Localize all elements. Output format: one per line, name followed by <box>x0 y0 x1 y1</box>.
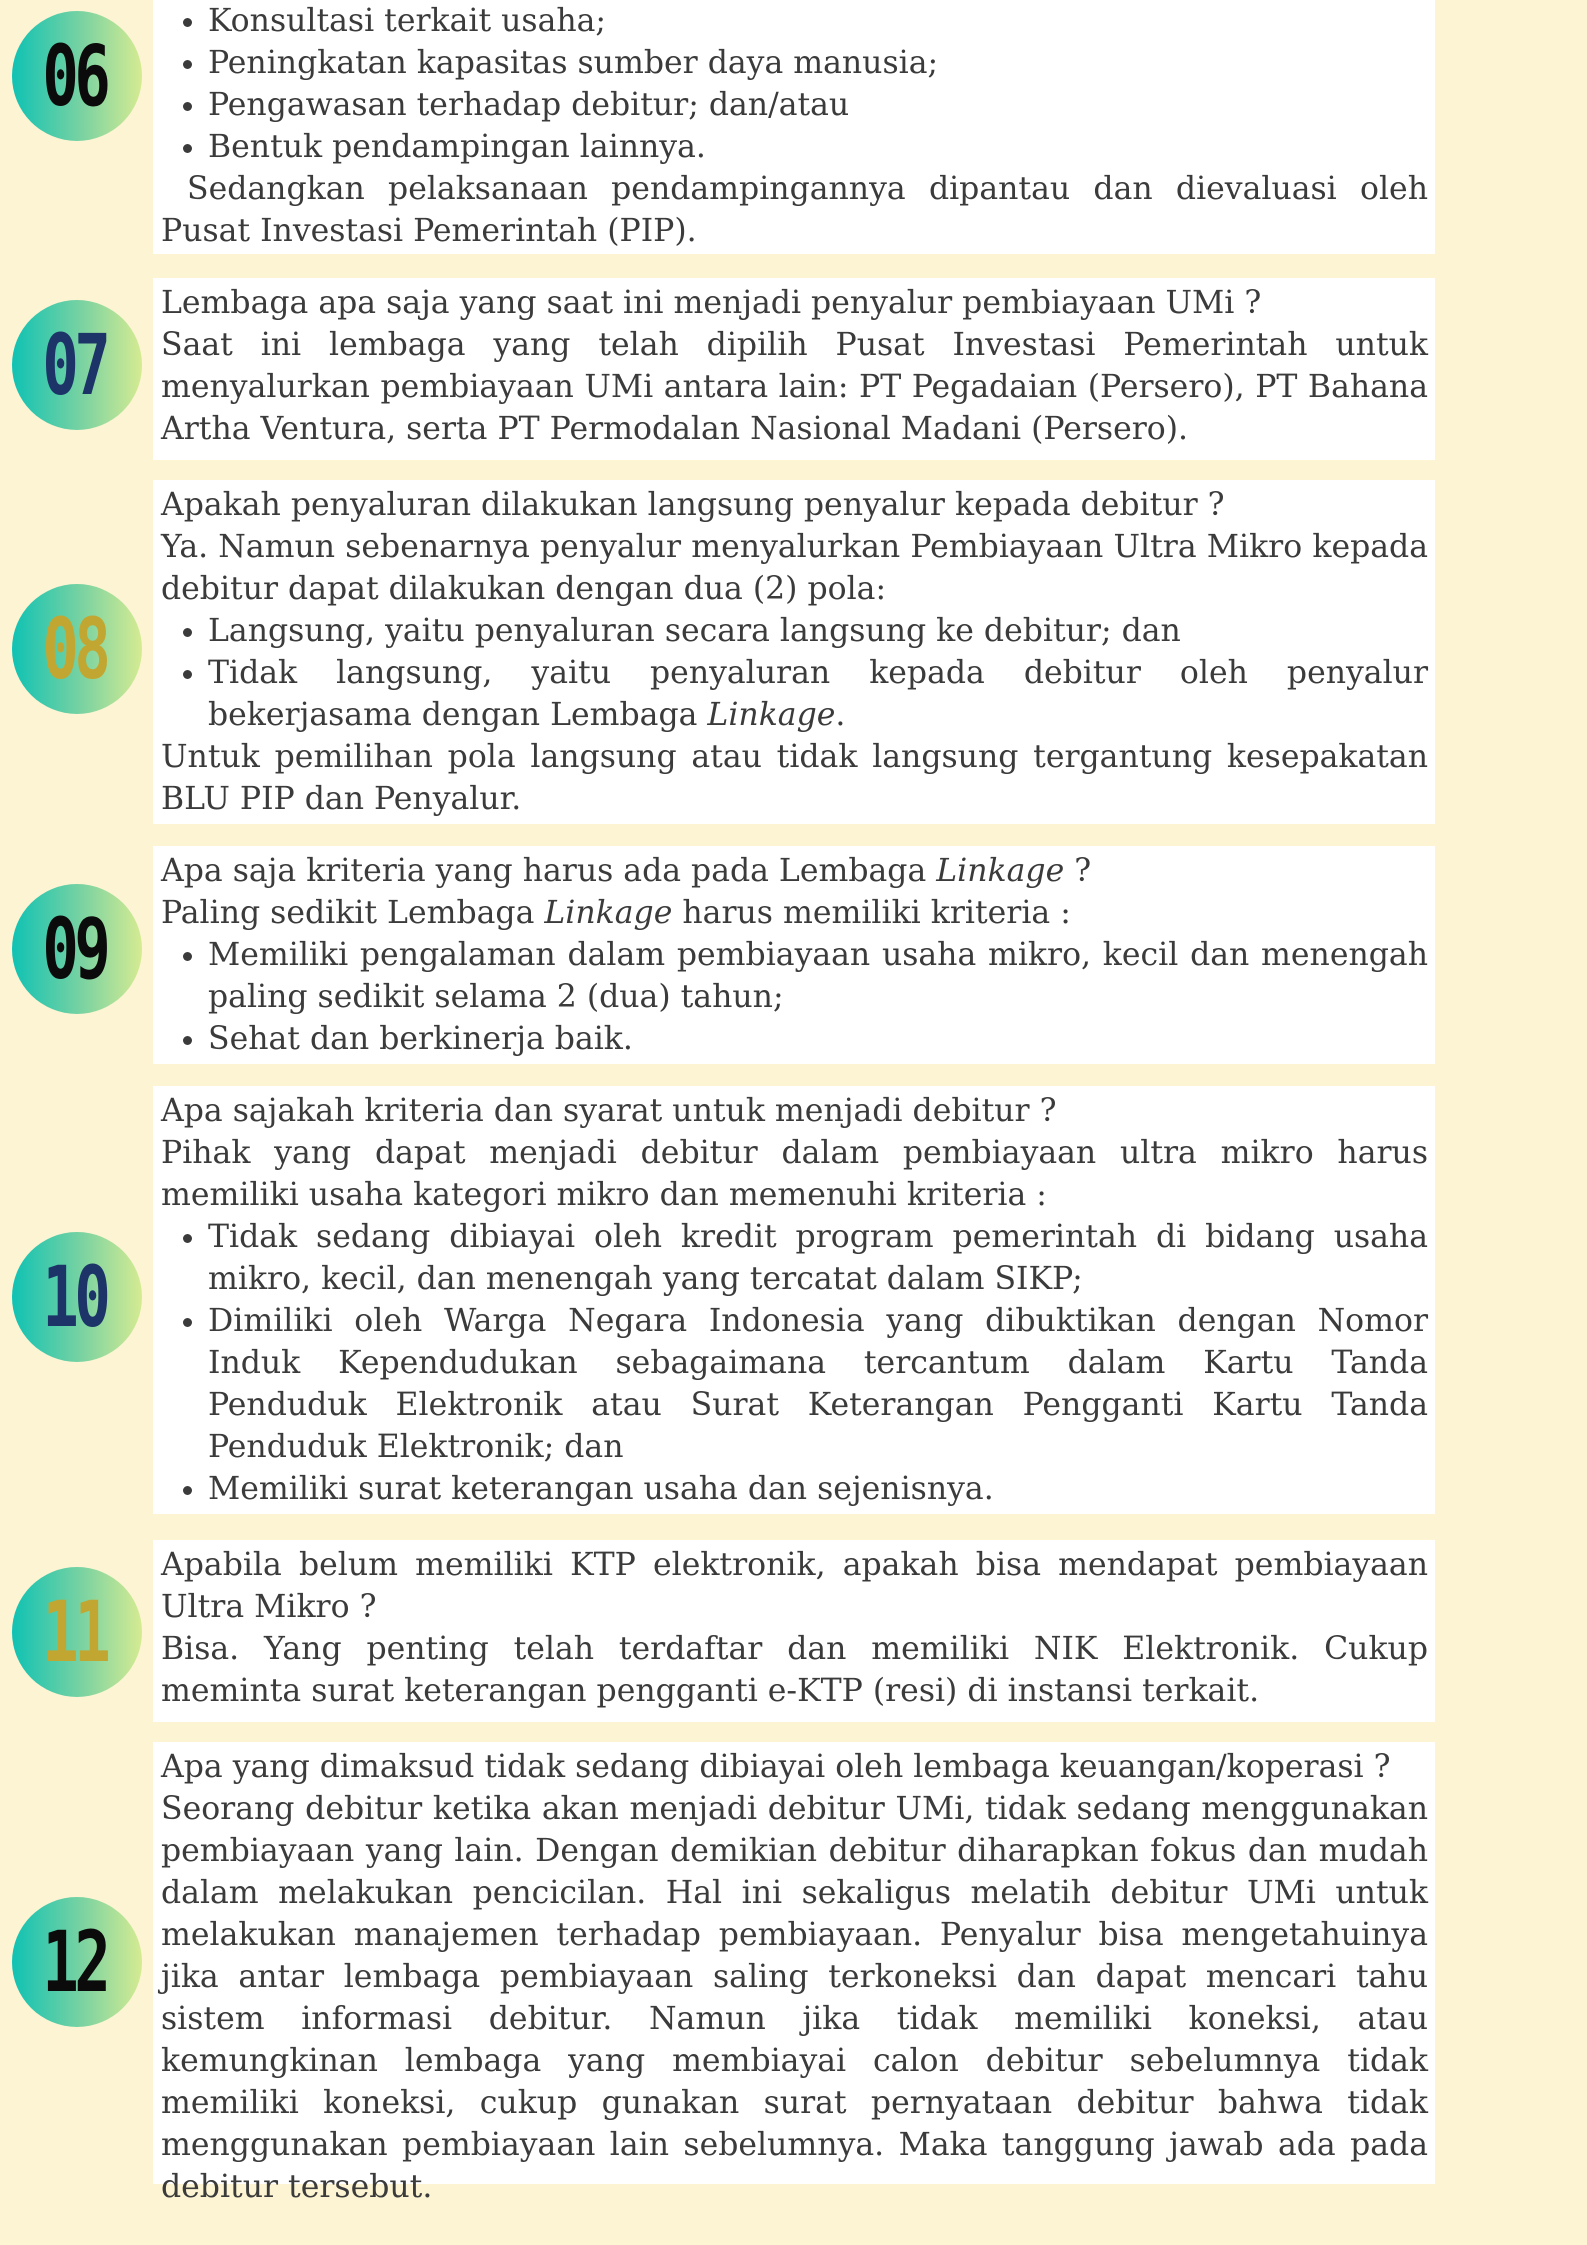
bullet-list <box>161 610 1428 736</box>
list-item: • Memiliki pengalaman dalam pembiayaan usaha mikro, kecil dan menengah paling sedikit selama 2 (dua) tahun; <box>208 934 1428 1018</box>
number-06: 06 <box>42 27 107 125</box>
list-item: • Tidak langsung, yaitu penyaluran kepada debitur oleh penyalur bekerjasama dengan Lembaga Linkage. <box>208 652 1428 736</box>
list-item: • Langsung, yaitu penyaluran secara langsung ke debitur; dan <box>208 610 1428 652</box>
number-badge-08 <box>12 584 142 714</box>
faq-card-11 <box>153 1540 1435 1722</box>
question: Apabila belum memiliki KTP elektronik, apakah bisa mendapat pembiayaan Ultra Mikro ? <box>161 1547 1428 1625</box>
list-item: • Sehat dan berkinerja baik. <box>208 1018 1428 1060</box>
number-09: 09 <box>42 900 107 998</box>
answer: Saat ini lembaga yang telah dipilih Pusat Investasi Pemerintah untuk menyalurkan pembiayaan UMi antara lain: PT Pegadaian (Persero), PT Bahana Artha Ventura, serta PT Permodalan Nasional Madani (Persero). <box>161 327 1428 447</box>
list-item: • Dimiliki oleh Warga Negara Indonesia yang dibuktikan dengan Nomor Induk Kependudukan sebagaimana tercantum dalam Kartu Tanda Penduduk Elektronik atau Surat Keterangan Pengganti Kartu Tanda Penduduk Elektronik; dan <box>208 1300 1428 1468</box>
faq-card-06 <box>153 0 1435 254</box>
number-07: 07 <box>42 316 107 414</box>
question: Apa sajakah kriteria dan syarat untuk menjadi debitur ? <box>161 1093 1057 1129</box>
faq-card-08 <box>153 480 1435 824</box>
list-item: • Peningkatan kapasitas sumber daya manusia; <box>208 42 1428 84</box>
faq-card-09 <box>153 846 1435 1064</box>
paragraph: Untuk pemilihan pola langsung atau tidak langsung tergantung kesepakatan BLU PIP dan Penyalur. <box>161 739 1428 817</box>
answer: Pihak yang dapat menjadi debitur dalam pembiayaan ultra mikro harus memiliki usaha kategori mikro dan memenuhi kriteria : <box>161 1135 1428 1213</box>
question: Apa saja kriteria yang harus ada pada Lembaga Linkage ? <box>161 853 1092 889</box>
faq-card-10 <box>153 1086 1435 1514</box>
question: Apakah penyaluran dilakukan langsung penyalur kepada debitur ? <box>161 487 1225 523</box>
bullet-list <box>161 1216 1428 1510</box>
number-badge-12 <box>12 1897 142 2027</box>
number-badge-09 <box>12 884 142 1014</box>
bullet-list <box>161 0 1428 168</box>
faq-card-12 <box>153 1742 1435 2205</box>
number-badge-11 <box>12 1567 142 1697</box>
bullet-list <box>161 934 1428 1060</box>
number-badge-06 <box>12 11 142 141</box>
list-item: • Tidak sedang dibiayai oleh kredit program pemerintah di bidang usaha mikro, kecil, dan menengah yang tercatat dalam SIKP; <box>208 1216 1428 1300</box>
paragraph: Sedangkan pelaksanaan pendampingannya dipantau dan dievaluasi oleh Pusat Investasi Pemerintah (PIP). <box>161 171 1428 249</box>
question: Apa yang dimaksud tidak sedang dibiayai oleh lembaga keuangan/koperasi ? <box>161 1749 1391 1785</box>
number-11: 11 <box>42 1583 107 1681</box>
faq-card-07 <box>153 278 1435 460</box>
number-12: 12 <box>42 1913 107 2011</box>
answer: Paling sedikit Lembaga Linkage harus memiliki kriteria : <box>161 895 1071 931</box>
list-item: • Konsultasi terkait usaha; <box>208 0 1428 42</box>
number-badge-10 <box>12 1232 142 1362</box>
list-item: • Pengawasan terhadap debitur; dan/atau <box>208 84 1428 126</box>
answer: Bisa. Yang penting telah terdaftar dan memiliki NIK Elektronik. Cukup meminta surat keterangan pengganti e-KTP (resi) di instansi terkait. <box>161 1631 1428 1709</box>
list-item: • Memiliki surat keterangan usaha dan sejenisnya. <box>208 1468 1428 1510</box>
number-08: 08 <box>42 600 107 698</box>
answer: Seorang debitur ketika akan menjadi debitur UMi, tidak sedang menggunakan pembiayaan yang lain. Dengan demikian debitur diharapkan fokus dan mudah dalam melakukan pencicilan. Hal ini sekaligus melatih debitur UMi untuk melakukan manajemen terhadap pembiayaan. Penyalur bisa mengetahuinya jika antar lembaga pembiayaan saling terkoneksi dan dapat mencari tahu sistem informasi debitur. Namun jika tidak memiliki koneksi, atau kemungkinan lembaga yang membiayai calon debitur sebelumnya tidak memiliki koneksi, cukup gunakan surat pernyataan debitur bahwa tidak menggunakan pembiayaan lain sebelumnya. Maka tanggung jawab ada pada debitur tersebut. <box>161 1791 1428 2205</box>
list-item: • Bentuk pendampingan lainnya. <box>208 126 1428 168</box>
question: Lembaga apa saja yang saat ini menjadi penyalur pembiayaan UMi ? <box>161 285 1262 321</box>
number-10: 10 <box>42 1248 107 1346</box>
answer: Ya. Namun sebenarnya penyalur menyalurkan Pembiayaan Ultra Mikro kepada debitur dapat dilakukan dengan dua (2) pola: <box>161 529 1428 607</box>
number-badge-07 <box>12 300 142 430</box>
